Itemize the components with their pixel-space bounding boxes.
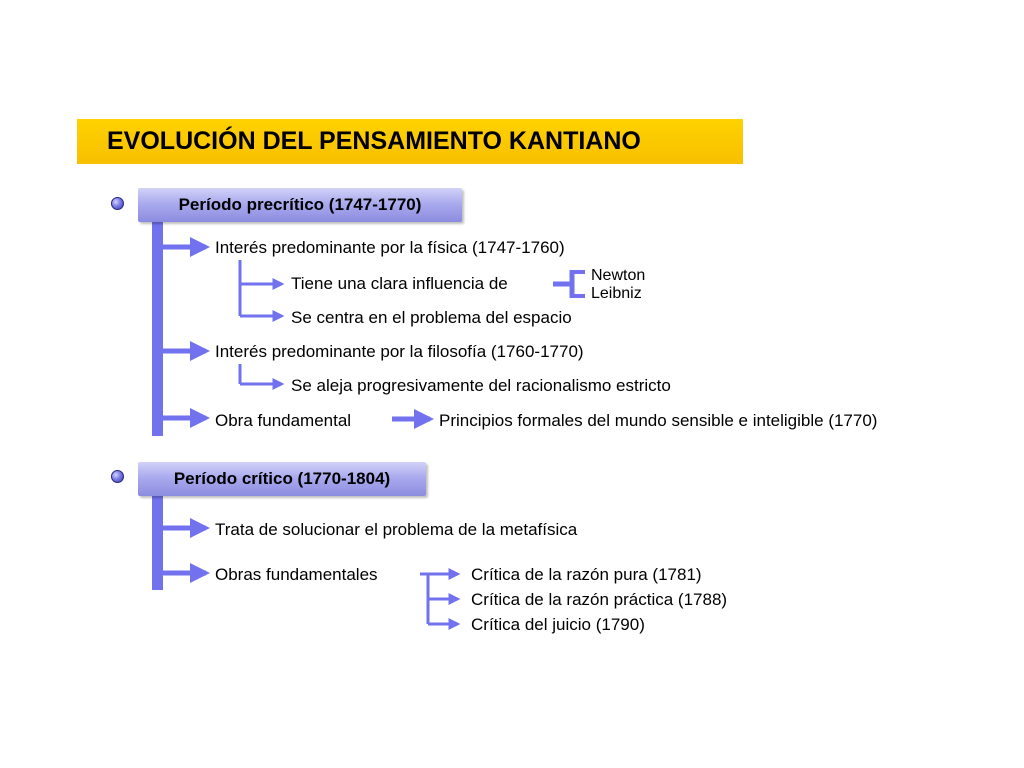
item-obras: Obras fundamentales [215, 565, 378, 584]
item-influencia: Tiene una clara influencia de [291, 274, 508, 293]
item-obra: Obra fundamental [215, 411, 352, 430]
item-obra-titulo: Principios formales del mundo sensible e inteligible (1770) [439, 411, 878, 430]
page-title: EVOLUCIÓN DEL PENSAMIENTO KANTIANO [107, 127, 641, 155]
period2-label: Período crítico (1770-1804) [138, 462, 426, 496]
item-newton: Newton [591, 267, 646, 284]
item-obra2: Crítica de la razón práctica (1788) [471, 590, 728, 609]
period1-trunk [152, 221, 163, 436]
bullet-period2 [111, 470, 124, 483]
period2-trunk [152, 495, 163, 590]
item-metafisica: Trata de solucionar el problema de la metafísica [215, 520, 578, 539]
bullet-period1 [111, 197, 124, 210]
item-espacio: Se centra en el problema del espacio [291, 308, 572, 327]
item-obra3: Crítica del juicio (1790) [471, 615, 645, 634]
item-leibniz: Leibniz [591, 285, 642, 302]
item-racionalismo: Se aleja progresivamente del racionalismo estricto [291, 376, 671, 395]
period1-label: Período precrítico (1747-1770) [138, 188, 462, 222]
item-filosofia: Interés predominante por la filosofía (1760-1770) [215, 342, 584, 361]
item-fisica: Interés predominante por la física (1747-1760) [215, 238, 565, 257]
item-obra1: Crítica de la razón pura (1781) [471, 565, 702, 584]
